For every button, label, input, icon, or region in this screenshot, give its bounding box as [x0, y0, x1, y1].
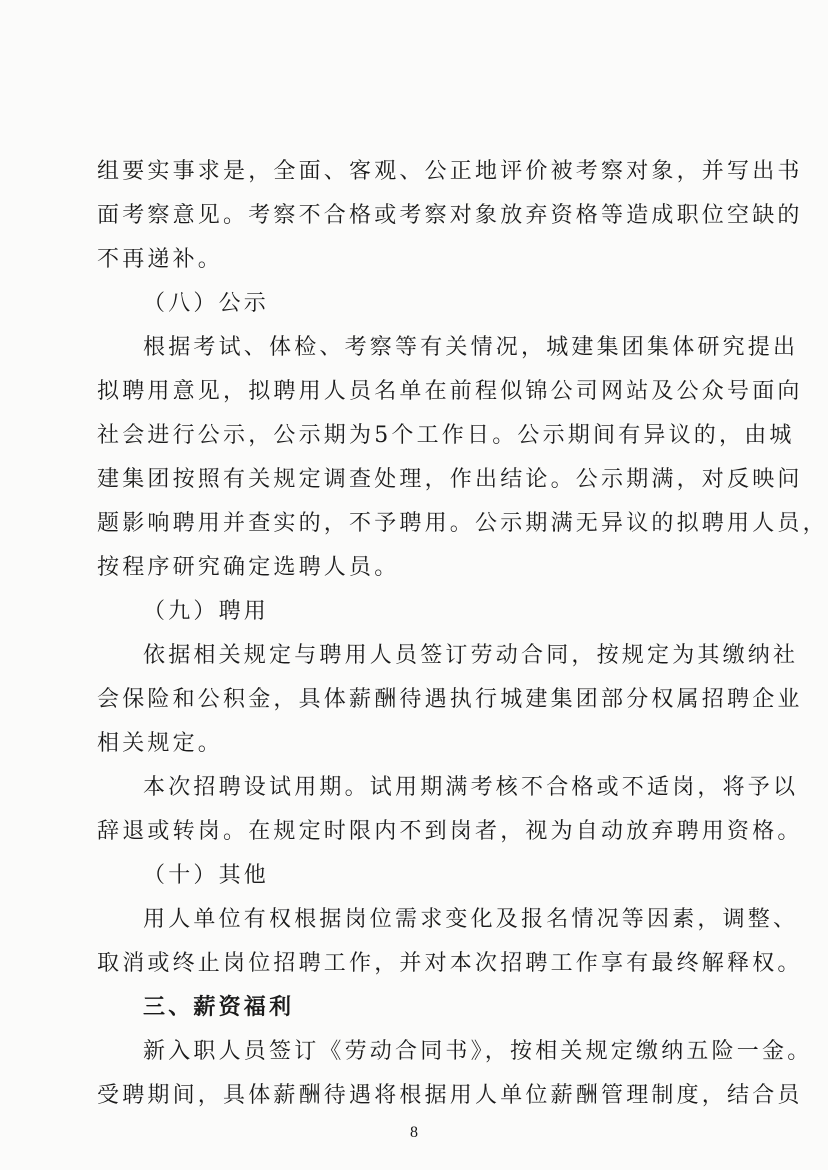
paragraph-line: 组要实事求是，全面、客观、公正地评价被考察对象，并写出书: [97, 159, 803, 184]
section-heading-salary-benefits: 三、薪资福利: [143, 995, 295, 1020]
section-heading-announcement: （八）公示: [143, 291, 270, 316]
paragraph-line: 取消或终止岗位招聘工作，并对本次招聘工作享有最终解释权。: [97, 951, 803, 976]
section-heading-other: （十）其他: [143, 863, 270, 888]
paragraph-line: 用人单位有权根据岗位需求变化及报名情况等因素，调整、: [143, 907, 799, 932]
paragraph-line: 新入职人员签订《劳动合同书》，按相关规定缴纳五险一金。: [143, 1039, 813, 1064]
paragraph-line: 面考察意见。考察不合格或考察对象放弃资格等造成职位空缺的: [97, 203, 803, 228]
paragraph-line: 本次招聘设试用期。试用期满考核不合格或不适岗，将予以: [143, 775, 799, 800]
paragraph-line: 相关规定。: [97, 731, 224, 756]
paragraph-line: 依据相关规定与聘用人员签订劳动合同，按规定为其缴纳社: [143, 643, 799, 668]
paragraph-line: 受聘期间，具体薪酬待遇将根据用人单位薪酬管理制度，结合员: [97, 1083, 803, 1108]
paragraph-line: 题影响聘用并查实的，不予聘用。公示期满无异议的拟聘用人员，: [97, 511, 828, 536]
paragraph-line: 社会进行公示，公示期为5个工作日。公示期间有异议的，由城: [97, 423, 795, 448]
page-number: 8: [410, 1124, 418, 1141]
paragraph-line: 辞退或转岗。在规定时限内不到岗者，视为自动放弃聘用资格。: [97, 819, 803, 844]
paragraph-line: 会保险和公积金，具体薪酬待遇执行城建集团部分权属招聘企业: [97, 687, 803, 712]
section-heading-employment: （九）聘用: [143, 599, 270, 624]
paragraph-line: 根据考试、体检、考察等有关情况，城建集团集体研究提出: [143, 335, 799, 360]
paragraph-line: 不再递补。: [97, 247, 224, 272]
paragraph-line: 按程序研究确定选聘人员。: [97, 555, 400, 580]
paragraph-line: 建集团按照有关规定调查处理，作出结论。公示期满，对反映问: [97, 467, 803, 492]
paragraph-line: 拟聘用意见，拟聘用人员名单在前程似锦公司网站及公众号面向: [97, 379, 803, 404]
